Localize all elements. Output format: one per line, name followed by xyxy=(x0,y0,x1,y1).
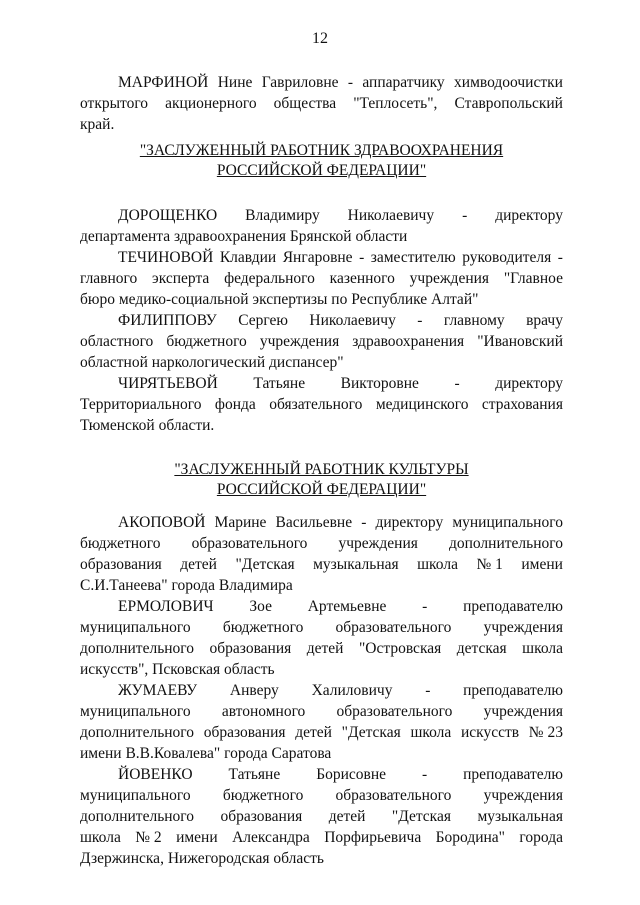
word: Владимиру xyxy=(245,207,320,224)
justified-line xyxy=(80,72,563,93)
justified-line xyxy=(80,617,563,638)
justified-line xyxy=(80,373,563,394)
word: детей xyxy=(328,808,366,825)
word: ЖУМАЕВУ xyxy=(118,682,198,699)
word: города xyxy=(519,829,563,846)
word: врачу xyxy=(526,312,563,329)
word: медицинского xyxy=(375,396,469,413)
justified-line xyxy=(80,680,563,701)
award-heading-culture xyxy=(80,460,563,500)
word: образовательного xyxy=(191,535,308,552)
word: - xyxy=(422,766,428,783)
word: "Главное xyxy=(503,270,563,287)
word: аппаратчику xyxy=(362,74,445,91)
word: учреждения xyxy=(409,270,490,287)
justified-line xyxy=(80,331,563,352)
word: искусств xyxy=(461,724,520,741)
word: детей xyxy=(306,640,344,657)
word: бюджетного xyxy=(222,787,304,804)
word: образования xyxy=(80,556,162,573)
award-recipient-marfina xyxy=(80,72,563,135)
justified-line xyxy=(80,533,563,554)
word: дополнительного xyxy=(80,808,195,825)
word: музыкальная xyxy=(477,808,563,825)
text-line: Дзержинска, Нижегородская область xyxy=(80,850,324,867)
word: Зое xyxy=(249,598,272,615)
word: Артемьевне xyxy=(307,598,387,615)
text-line: департамента здравоохранения Брянской области xyxy=(80,228,408,245)
justified-line xyxy=(80,722,563,743)
word: Ставропольский xyxy=(454,95,563,112)
award-recipient-zhumaev xyxy=(80,680,563,764)
word: "Теплосеть", xyxy=(353,95,438,112)
heading-line: "ЗАСЛУЖЕННЫЙ РАБОТНИК КУЛЬТУРЫ xyxy=(174,461,469,478)
award-recipient-techinova xyxy=(80,247,563,310)
word: общества xyxy=(273,95,337,112)
word: преподавателю xyxy=(463,598,563,615)
word: "Детская xyxy=(235,556,295,573)
word: преподавателю xyxy=(463,766,563,783)
word: - xyxy=(557,249,563,266)
word: Александра xyxy=(232,829,310,846)
word: Борисовне xyxy=(316,766,387,783)
word: учреждения xyxy=(483,619,563,636)
word: муниципального xyxy=(80,787,191,804)
award-recipient-chiryateva xyxy=(80,373,563,436)
word: учреждения xyxy=(483,703,563,720)
word: ФИЛИППОВУ xyxy=(118,312,217,329)
text-line: край. xyxy=(80,116,115,133)
word: бюджетного xyxy=(80,535,161,552)
word: - xyxy=(361,514,367,531)
award-recipient-ermolovich xyxy=(80,596,563,680)
word: муниципального xyxy=(80,619,191,636)
word: школа xyxy=(410,724,452,741)
word: школа xyxy=(80,829,121,846)
award-recipient-akopova xyxy=(80,512,563,596)
word: ЕРМОЛОВИЧ xyxy=(118,598,214,615)
word: имени xyxy=(176,829,218,846)
word: № 2 xyxy=(135,829,162,846)
word: - xyxy=(359,249,365,266)
word: дополнительного xyxy=(80,640,195,657)
word: - xyxy=(462,207,468,224)
word: Халиловичу xyxy=(311,682,393,699)
word: здравоохранения xyxy=(352,333,465,350)
heading-line: РОССИЙСКОЙ ФЕДЕРАЦИИ" xyxy=(216,162,427,179)
word: дополнительного xyxy=(448,535,563,552)
justified-line xyxy=(80,554,563,575)
word: АКОПОВОЙ xyxy=(118,514,206,531)
word: № 23 xyxy=(528,724,563,741)
award-recipient-yovenko xyxy=(80,764,563,869)
text-line: бюро медико-социальной экспертизы по Республике Алтай" xyxy=(80,291,479,308)
word: бюджетного xyxy=(166,333,247,350)
justified-line xyxy=(80,701,563,722)
award-heading-healthcare xyxy=(80,141,563,181)
word: Клавдии xyxy=(219,249,277,266)
word: Николаевичу xyxy=(347,207,435,224)
justified-line xyxy=(80,394,563,415)
word: Янгаровне xyxy=(282,249,353,266)
word: Викторовне xyxy=(340,375,419,392)
word: учреждения xyxy=(259,333,340,350)
text-line: имени В.В.Ковалева" города Саратова xyxy=(80,745,332,762)
word: учреждения xyxy=(483,787,563,804)
justified-line xyxy=(80,596,563,617)
word: МАРФИНОЙ xyxy=(118,74,209,91)
word: Васильевне xyxy=(275,514,353,531)
word: "Ивановский xyxy=(477,333,563,350)
word: школа xyxy=(417,556,458,573)
word: бюджетного xyxy=(222,619,304,636)
word: обязательного xyxy=(269,396,363,413)
word: муниципального xyxy=(452,514,563,531)
word: химводоочистки xyxy=(454,74,563,91)
word: эксперта xyxy=(152,270,210,287)
text-line: искусств", Псковская область xyxy=(80,661,275,678)
word: детей xyxy=(180,556,217,573)
word: - xyxy=(425,682,431,699)
word: Татьяне xyxy=(228,766,281,783)
word: Николаевичу xyxy=(309,312,396,329)
word: учреждения xyxy=(338,535,418,552)
word: областного xyxy=(80,333,154,350)
word: Сергею xyxy=(238,312,288,329)
word: имени xyxy=(521,556,563,573)
word: - xyxy=(422,598,428,615)
justified-line xyxy=(80,764,563,785)
text-line: областной наркологический диспансер" xyxy=(80,354,344,371)
word: главному xyxy=(443,312,505,329)
word: образовательного xyxy=(335,787,452,804)
word: - xyxy=(454,375,460,392)
word: Гавриловне xyxy=(261,74,339,91)
justified-line xyxy=(80,512,563,533)
word: главного xyxy=(80,270,138,287)
word: страхования xyxy=(481,396,563,413)
word: ЙОВЕНКО xyxy=(118,766,193,783)
word: преподавателю xyxy=(463,682,563,699)
word: заместителю xyxy=(370,249,456,266)
word: дополнительного xyxy=(80,724,195,741)
word: образования xyxy=(209,640,292,657)
text-line: Тюменской области. xyxy=(80,417,215,434)
word: детская xyxy=(456,640,507,657)
justified-line xyxy=(80,205,563,226)
word: Порфирьевича xyxy=(324,829,422,846)
word: "Детская xyxy=(341,724,401,741)
word: фонда xyxy=(214,396,256,413)
word: директору xyxy=(495,207,563,224)
word: образовательного xyxy=(335,619,452,636)
justified-line xyxy=(80,268,563,289)
justified-line xyxy=(80,93,563,114)
word: - xyxy=(417,312,423,329)
justified-line xyxy=(80,806,563,827)
word: открытого xyxy=(80,95,149,112)
award-recipient-doroshchenko xyxy=(80,205,563,247)
word: казенного xyxy=(329,270,395,287)
word: Бородина" xyxy=(435,829,506,846)
word: директору xyxy=(375,514,444,531)
heading-line: РОССИЙСКОЙ ФЕДЕРАЦИИ" xyxy=(216,481,427,498)
text-line: С.И.Танеева" города Владимира xyxy=(80,577,293,594)
word: музыкальная xyxy=(313,556,399,573)
word: ЧИРЯТЬЕВОЙ xyxy=(118,375,218,392)
heading-line: "ЗАСЛУЖЕННЫЙ РАБОТНИК ЗДРАВООХРАНЕНИЯ xyxy=(139,142,504,159)
word: № 1 xyxy=(476,556,503,573)
award-recipient-filippov xyxy=(80,310,563,373)
justified-line xyxy=(80,247,563,268)
justified-line xyxy=(80,785,563,806)
word: ДОРОЩЕНКО xyxy=(118,207,218,224)
word: ТЕЧИНОВОЙ xyxy=(118,249,214,266)
word: Анверу xyxy=(229,682,279,699)
word: федерального xyxy=(224,270,315,287)
word: автономного xyxy=(221,703,306,720)
word: руководителя xyxy=(462,249,552,266)
word: детей xyxy=(295,724,332,741)
word: школа xyxy=(522,640,563,657)
word: образования xyxy=(220,808,303,825)
justified-line xyxy=(80,638,563,659)
justified-line xyxy=(80,310,563,331)
page-number: 12 xyxy=(312,30,328,47)
word: директору xyxy=(495,375,563,392)
document-body xyxy=(80,72,563,869)
word: Нине xyxy=(217,74,253,91)
justified-line xyxy=(80,827,563,848)
word: "Островская xyxy=(358,640,442,657)
word: Марине xyxy=(214,514,267,531)
word: Татьяне xyxy=(253,375,306,392)
word: Территориального xyxy=(80,396,202,413)
word: "Детская xyxy=(391,808,451,825)
word: акционерного xyxy=(165,95,257,112)
word: - xyxy=(347,74,354,91)
word: муниципального xyxy=(80,703,191,720)
word: образовательного xyxy=(336,703,453,720)
word: образования xyxy=(203,724,286,741)
